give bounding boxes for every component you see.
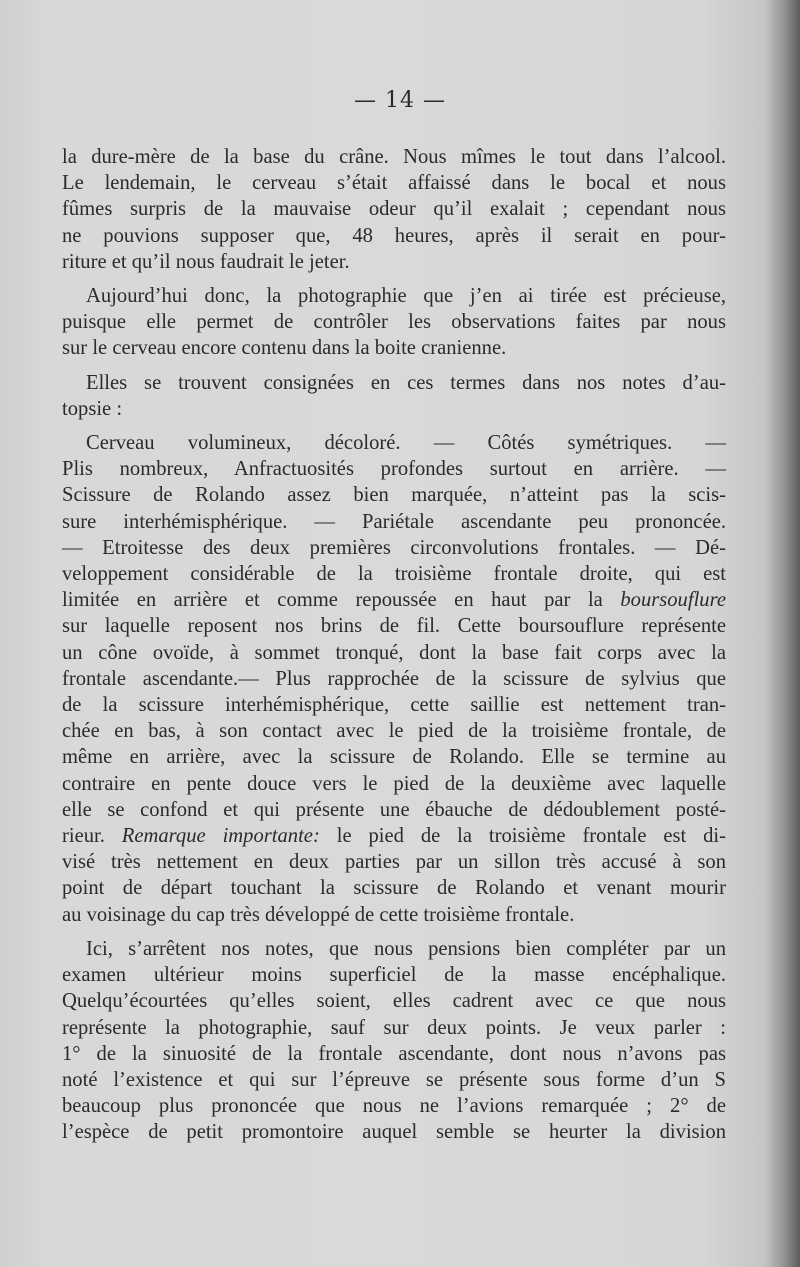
- text-line: Le lendemain, le cerveau s’était affaissé dans le bocal et nous: [62, 172, 726, 195]
- text-line: — Etroitesse des deux premières circonvolutions frontales. — Dé-: [62, 536, 726, 559]
- text-line: Scissure de Rolando assez bien marquée, n’atteint pas la scis-: [62, 484, 726, 507]
- text-fragment: le pied de la troisième frontale est di-: [336, 825, 727, 848]
- text-line: 1° de la sinuosité de la frontale ascendante, dont nous n’avons pas: [62, 1042, 726, 1065]
- text-line: sur le cerveau encore contenu dans la boite cranienne.: [62, 337, 507, 360]
- text-line: chée en bas, à son contact avec le pied de la troisième frontale, de: [62, 720, 726, 743]
- text-line: Plis nombreux, Anfractuosités profondes surtout en arrière. —: [62, 458, 726, 481]
- text-line: [62, 823, 726, 849]
- text-line: Cerveau volumineux, décoloré. — Côtés symétriques. —: [86, 432, 726, 455]
- text-fragment: rieur.: [62, 825, 105, 848]
- paragraph-1: [62, 144, 726, 275]
- text-line: Quelqu’écourtées qu’elles soient, elles cadrent avec ce que nous: [62, 990, 726, 1013]
- page-number: — 14 —: [354, 88, 446, 113]
- text-line: représente la photographie, sauf sur deux points. Je veux parler :: [62, 1016, 726, 1039]
- text-line: fûmes surpris de la mauvaise odeur qu’il exalait ; cependant nous: [62, 198, 726, 221]
- text-line: [62, 587, 726, 613]
- text-line: de la scissure interhémisphérique, cette saillie est nettement tran-: [62, 694, 726, 717]
- text-line: Ici, s’arrêtent nos notes, que nous pensions bien compléter par un: [86, 937, 726, 960]
- text-line: examen ultérieur moins superficiel de la masse encéphalique.: [62, 964, 726, 987]
- text-line: topsie :: [62, 397, 123, 420]
- text-line: point de départ touchant la scissure de Rolando et venant mourir: [62, 877, 726, 900]
- text-line: la dure-mère de la base du crâne. Nous mîmes le tout dans l’alcool.: [62, 146, 726, 168]
- text-line: sure interhémisphérique. — Pariétale ascendante peu prononcée.: [62, 510, 726, 533]
- text-line: au voisinage du cap très développé de cette troisième frontale.: [62, 903, 575, 926]
- text-line: ne pouvions supposer que, 48 heures, après il serait en pour-: [62, 224, 726, 247]
- text-line: même en arrière, avec la scissure de Rolando. Elle se termine au: [62, 746, 726, 769]
- paragraph-3: [62, 370, 726, 422]
- text-line: visé très nettement en deux parties par un sillon très accusé à son: [62, 851, 726, 874]
- text-line: Aujourd’hui donc, la photographie que j’en ai tirée est précieuse,: [86, 285, 726, 308]
- text-line: un cône ovoïde, à sommet tronqué, dont la base fait corps avec la: [62, 641, 726, 664]
- paragraph-2: [62, 283, 726, 362]
- text-line: beaucoup plus prononcée que nous ne l’avions remarquée ; 2° de: [62, 1095, 726, 1118]
- text-line: sur laquelle reposent nos brins de fil. Cette boursouflure représente: [62, 615, 726, 638]
- text-line: noté l’existence et qui sur l’épreuve se présente sous forme d’un S: [62, 1068, 726, 1091]
- italic-term: boursouflure: [620, 589, 726, 612]
- italic-remark: Remarque importante:: [121, 825, 320, 848]
- text-fragment: limitée en arrière et comme repoussée en haut par la: [62, 589, 603, 612]
- text-line: contraire en pente douce vers le pied de la deuxième avec laquelle: [62, 772, 726, 795]
- page-body: [62, 144, 726, 1146]
- text-line: Elles se trouvent consignées en ces termes dans nos notes d’au-: [86, 371, 726, 394]
- text-line: elle se confond et qui présente une ébauche de dédoublement posté-: [62, 798, 726, 821]
- text-line: l’espèce de petit promontoire auquel semble se heurter la division: [62, 1121, 726, 1144]
- text-line: veloppement considérable de la troisième frontale droite, qui est: [62, 563, 726, 586]
- paragraph-4: [62, 430, 726, 928]
- text-line: puisque elle permet de contrôler les observations faites par nous: [62, 311, 726, 334]
- paragraph-5: [62, 936, 726, 1146]
- text-line: frontale ascendante.— Plus rapprochée de la scissure de sylvius que: [62, 667, 726, 690]
- text-line: riture et qu’il nous faudrait le jeter.: [62, 250, 350, 273]
